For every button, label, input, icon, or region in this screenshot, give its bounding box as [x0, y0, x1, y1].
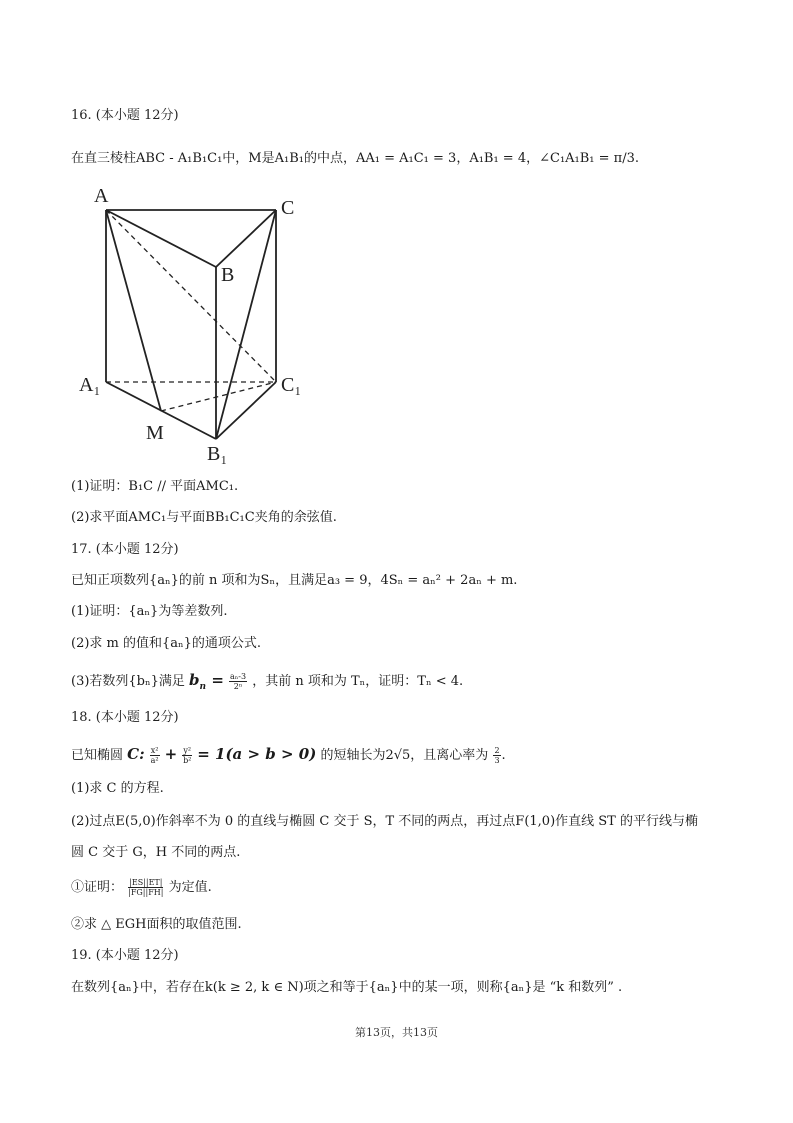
- q17-part3-post: ，其前 n 项和为 Tₙ，证明：Tₙ < 4.: [252, 674, 464, 689]
- q17-stem: 已知正项数列{aₙ}的前 n 项和为Sₙ，且满足a₃ = 9，4Sₙ = aₙ² + 2aₙ + m.: [71, 573, 518, 588]
- q18-sub1-pre: ①证明：: [71, 880, 124, 895]
- q18-part2-line1: (2)过点E(5,0)作斜率不为 0 的直线与椭圆 C 交于 S，T 不同的两点，再过点F(1,0)作直线 ST 的平行线与椭: [71, 814, 698, 829]
- q19-stem: 在数列{aₙ}中，若存在k(k ≥ 2, k ∈ N)项之和等于{aₙ}中的某一项，则称{aₙ}是 “k 和数列” .: [71, 980, 623, 995]
- q16-stem: 在直三棱柱ABC - A₁B₁C₁中，M是A₁B₁的中点，AA₁ = A₁C₁ = 3，A₁B₁ = 4，∠C₁A₁B₁ = π/3.: [71, 151, 640, 166]
- q18-y-term: $\frac{\text{y²}}{\text{b²}}$: [183, 746, 192, 765]
- q17-header: 17. (本小题 12分): [71, 542, 179, 557]
- label-A1: A₁: [79, 374, 101, 396]
- q18-sub1: [71, 878, 212, 898]
- label-B: B: [221, 264, 235, 286]
- q18-ellipse-condition: = 1(a > b > 0): [197, 745, 317, 763]
- label-B1: B₁: [207, 443, 228, 465]
- q18-sub1-fraction: $\frac{|ES||ET|}{|FG||FH|}$: [128, 878, 164, 897]
- edge-AM: [106, 210, 161, 411]
- q17-bn-numerator: aₙ-3: [230, 672, 247, 681]
- q17-bn-denominator: 2ⁿ: [233, 682, 243, 691]
- q18-stem-post: 的短轴长为2√5，且离心率为: [320, 748, 489, 763]
- q18-x-term: $\frac{\text{x²}}{\text{a²}}$: [150, 746, 159, 765]
- q16-part1: (1)证明：B₁C // 平面AMC₁.: [71, 479, 239, 494]
- q18-part1: (1)求 C 的方程.: [71, 781, 164, 796]
- q18-stem: 已知椭圆 C: $\frac{\text{x²}}{\text{a²}}$ + $\frac{\text{y²}}{\text{b²}}$ = 1(a > b > 0) 的短轴长为2√5，且离心率为 $\frac{2}{3}$ .: [71, 745, 506, 765]
- edge-B1C: [216, 210, 276, 439]
- q17-part1: (1)证明：{aₙ}为等差数列.: [71, 604, 228, 619]
- edge-BC: [216, 210, 276, 267]
- label-C: C: [281, 197, 295, 219]
- q16-header: 16. (本小题 12分): [71, 108, 179, 123]
- q19-header: 19. (本小题 12分): [71, 948, 179, 963]
- q17-bn-symbol: $b_n$ =: [189, 671, 224, 692]
- hidden-edge-AC1: [106, 210, 276, 382]
- q18-sub1-post: 为定值.: [168, 880, 212, 895]
- q17-part3-pre: (3)若数列{bₙ}满足: [71, 674, 185, 689]
- hidden-edge-MC1: [161, 382, 276, 411]
- q16-part2: (2)求平面AMC₁与平面BB₁C₁C夹角的余弦值.: [71, 510, 337, 525]
- q18-eccentricity: $\frac{2}{3}$: [494, 746, 500, 765]
- q18-part2-line2: 圆 C 交于 G，H 不同的两点.: [71, 845, 241, 860]
- q17-bn-fraction: [229, 672, 247, 691]
- q18-stem-pre: 已知椭圆: [71, 748, 124, 763]
- q18-ellipse-name: C:: [127, 745, 145, 763]
- edge-B1C1: [216, 382, 276, 439]
- label-A: A: [94, 185, 109, 207]
- label-M: M: [146, 422, 164, 444]
- q17-part2: (2)求 m 的值和{aₙ}的通项公式.: [71, 636, 262, 651]
- label-C1: C₁: [281, 374, 302, 396]
- q17-part3: [71, 670, 463, 697]
- q18-sub2: ②求 △ EGH面积的取值范围.: [71, 917, 242, 932]
- page-footer: 第13页，共13页: [355, 1026, 438, 1039]
- edge-AB: [106, 210, 216, 267]
- prism-figure: [74, 182, 314, 467]
- q18-header: 18. (本小题 12分): [71, 710, 179, 725]
